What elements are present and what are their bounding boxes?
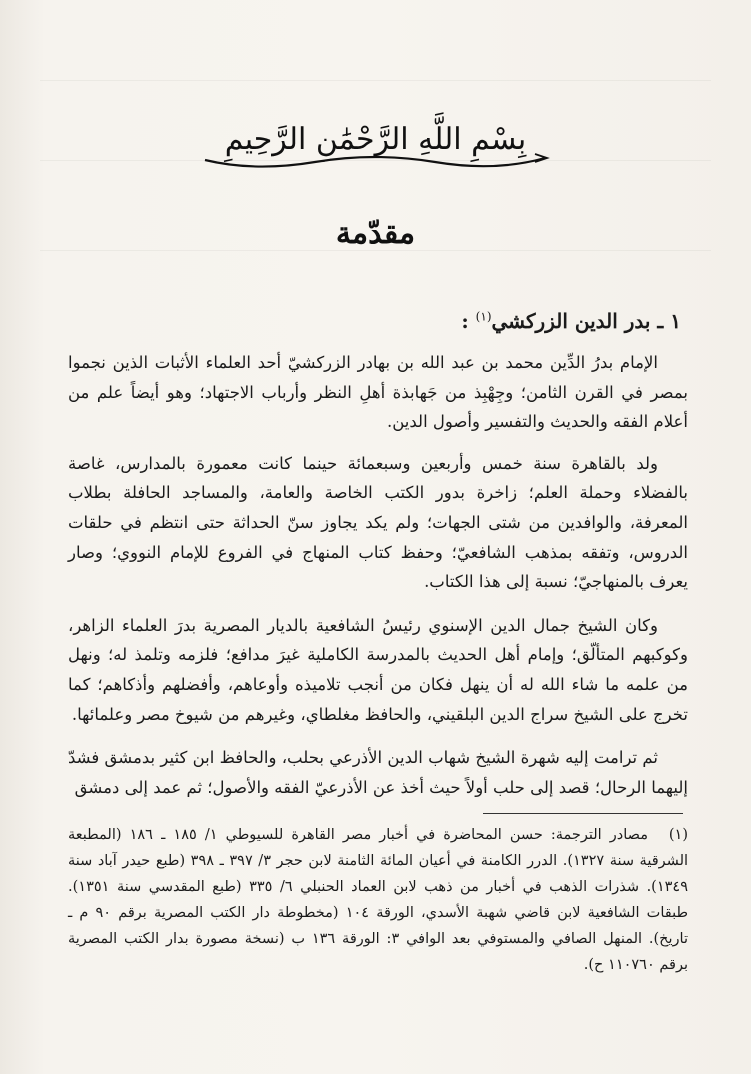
basmala-text: بِسْمِ اللَّهِ الرَّحْمَٰنِ الرَّحِيمِ bbox=[224, 122, 527, 157]
footnotes bbox=[68, 822, 688, 978]
footnote-reference: (١) bbox=[475, 309, 492, 324]
paragraph: وكان الشيخ جمال الدين الإسنوي رئيسُ الشافعية بالديار المصرية بدرَ العلماء الزاهر، وكوكبهم المتألّق؛ وإمام أهل الحديث بالمدرسة الكاملية غيرَ مدافع؛ فلزمه وتلمذ له؛ ونهل من علمه ما شاء الله له أن ينهل فكان من أنجب تلاميذه وأوعاهم، وأفضلهم وأذكاهم؛ كما تخرج على الشيخ سراج الدين البلقيني، والحافظ مغلطاي، وغيرهم من شيوخ مصر وعلمائها. bbox=[68, 615, 688, 724]
section-heading bbox=[61, 309, 681, 333]
section-heading-text: ١ ـ بدر الدين الزركشي bbox=[491, 309, 681, 333]
paragraph: ثم ترامت إليه شهرة الشيخ شهاب الدين الأذرعي بحلب، والحافظ ابن كثير بدمشق فشدّ إليهما الرحال؛ قصد إلى حلب أولاً حيث أخذ عن الأذرعيّ الفقه والأصول؛ ثم عمد إلى دمشق bbox=[68, 748, 688, 797]
heading-colon: : bbox=[461, 309, 469, 333]
footnote-divider bbox=[483, 813, 683, 814]
footnote-number: (١) bbox=[668, 827, 689, 843]
paragraph: الإمام بدرُ الدِّين محمد بن عبد الله بن بهادر الزركشيّ أحد العلماء الأثبات الذين نجموا بمصر في القرن الثامن؛ وجِهْبِذ من جَهابذة أهلِ النظر وأرباب الاجتهاد؛ وهو أيضاً علم من أعلام الفقه والحديث والتفسير وأصول الدين. bbox=[68, 353, 688, 432]
introduction-title: مقدّمة bbox=[335, 216, 416, 251]
calligraphy-flourish-icon bbox=[195, 150, 555, 174]
paragraph: ولد بالقاهرة سنة خمس وأربعين وسبعمائة حينما كانت معمورة بالمدارس، غاصة بالفضلاء وحملة العلم؛ زاخرة بدور الكتب الخاصة والعامة، والمساجد الحافلة بطلاب المعرفة، والوافدين من شتى الجهات؛ ولم يكد يجاوز سنّ الحداثة حتى انتظم في حلقات الدروس، وتفقه بمذهب الشافعيّ؛ وحفظ كتاب المنهاج في الفروع للإمام النووي؛ وصار يعرف بالمنهاجيّ؛ نسبة إلى هذا الكتاب. bbox=[68, 453, 688, 592]
bleed-through-line bbox=[40, 80, 711, 81]
body-text bbox=[68, 348, 688, 816]
footnote-text: مصادر الترجمة: حسن المحاضرة في أخبار مصر القاهرة للسيوطي ١/ ١٨٥ ـ ١٨٦ (المطبعة الشرقية سنة ١٣٢٧). الدرر الكامنة في أعيان المائة الثامنة لابن حجر ٣/ ٣٩٧ ـ ٣٩٨ (طبع حيدر آباد سنة ١٣٤٩). شذرات الذهب في أخبار من ذهب لابن العماد الحنبلي ٦/ ٣٣٥ (طبع المقدسي سنة ١٣٥١). طبقات الشافعية لابن قاضي شهبة الأسدي، الورقة ١٠٤ (مخطوطة دار الكتب المصرية برقم ٩٠ م ـ تاريخ). المنهل الصافي والمستوفي بعد الوافي ٣: الورقة ١٣٦ ب (نسخة مصورة بدار الكتب المصرية برقم ١١٠٧٦٠ ح). bbox=[68, 827, 689, 973]
basmala bbox=[0, 122, 751, 157]
